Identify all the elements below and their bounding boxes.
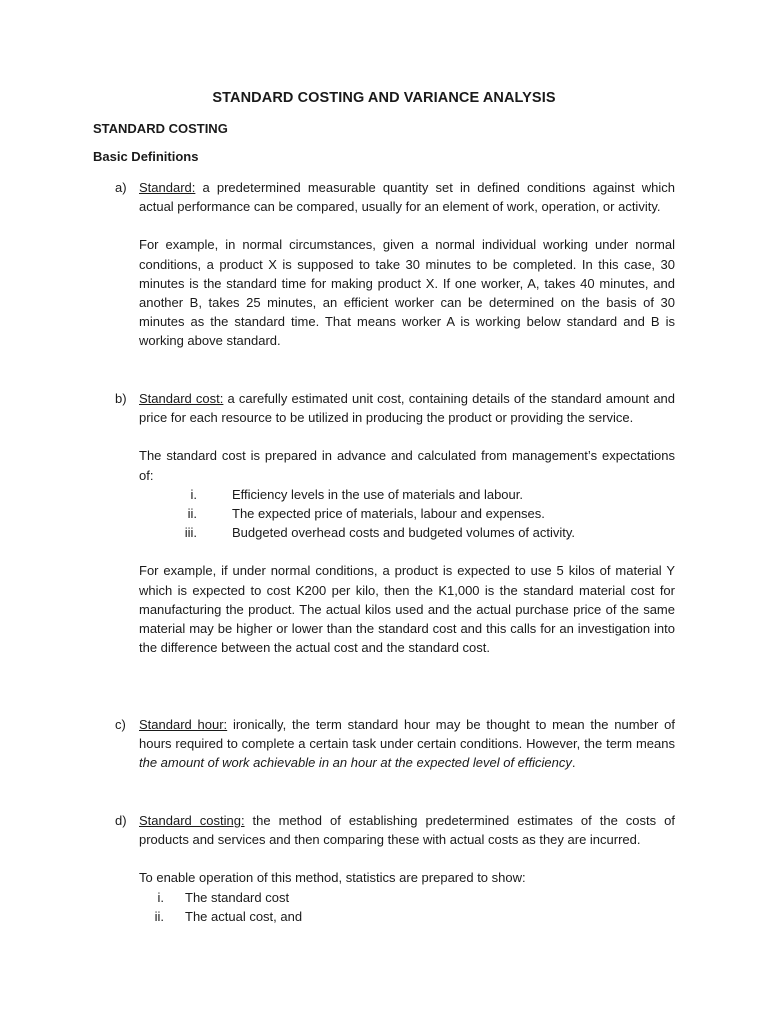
section-heading: STANDARD COSTING xyxy=(93,121,228,136)
expectations-intro: The standard cost is prepared in advance and calculated from management’s expectations of: xyxy=(139,448,675,483)
definition-text: Standard cost: a carefully estimated unit cost, containing details of the standard amount and price for each resource to be utilized in producing the product or providing the service. xyxy=(139,391,676,426)
item-marker: b) xyxy=(115,391,127,406)
expectations-list xyxy=(139,485,675,543)
expectations-block xyxy=(139,446,675,542)
page-title: STANDARD COSTING AND VARIANCE ANALYSIS xyxy=(212,90,556,106)
italic-emphasis: the amount of work achievable in an hour at the expected level of efficiency xyxy=(139,755,572,771)
item-marker: c) xyxy=(115,717,126,732)
example-paragraph: For example, in normal circumstances, given a normal individual working under normal conditions, a product X is supposed to take 30 minutes to be completed. In this case, 30 minutes is the standard time for making product X. If one worker, A, takes 40 minutes, and another B, takes 25 minutes, an efficient worker can be determined on the basis of 30 minutes as the standard time. That means worker A is working below standard and B is working above standard. xyxy=(139,237,675,349)
item-marker: a) xyxy=(115,180,127,195)
definition-item-d xyxy=(93,811,675,926)
item-marker: d) xyxy=(115,813,127,828)
definition-text: Standard hour: ironically, the term standard hour may be thought to mean the number of hours required to complete a certain task under certain conditions. However, the term means the amount of work achievable in an hour at the expected level of efficiency. xyxy=(139,717,675,771)
definition-text: Standard: a predetermined measurable quantity set in defined conditions against which actual performance can be compared, usually for an element of work, operation, or activity. xyxy=(139,180,675,215)
definition-item-b xyxy=(93,389,675,657)
list-item: iii. Budgeted overhead costs and budgeted volumes of activity. xyxy=(184,525,576,541)
statistics-intro: To enable operation of this method, statistics are prepared to show: xyxy=(139,870,526,886)
definition-text: Standard costing: the method of establishing predetermined estimates of the costs of products and services and then comparing these with actual costs as they are incurred. xyxy=(139,813,675,848)
list-item: i. Efficiency levels in the use of materials and labour. xyxy=(190,486,523,502)
list-item: i. The standard cost xyxy=(157,889,290,905)
definition-term: Standard hour: xyxy=(139,717,228,732)
definition-item-c xyxy=(93,715,675,773)
definition-term: Standard cost: xyxy=(139,391,224,406)
statistics-block xyxy=(139,868,675,926)
subsection-heading: Basic Definitions xyxy=(93,149,199,164)
list-item: ii. The expected price of materials, labour and expenses. xyxy=(187,506,545,522)
definition-term: Standard: xyxy=(139,180,196,195)
definition-item-a xyxy=(93,178,675,351)
list-item: ii. The actual cost, and xyxy=(154,908,303,924)
statistics-list xyxy=(139,888,675,926)
example-paragraph: For example, if under normal conditions, a product is expected to use 5 kilos of material Y which is expected to cost K200 per kilo, then the K1,000 is the standard material cost for manufacturing the product. The actual kilos used and the actual purchase price of the same material may be higher or lower than the standard cost and this calls for an investigation into the difference between the actual cost and the standard cost. xyxy=(139,563,675,656)
definition-term: Standard costing: xyxy=(139,813,245,828)
